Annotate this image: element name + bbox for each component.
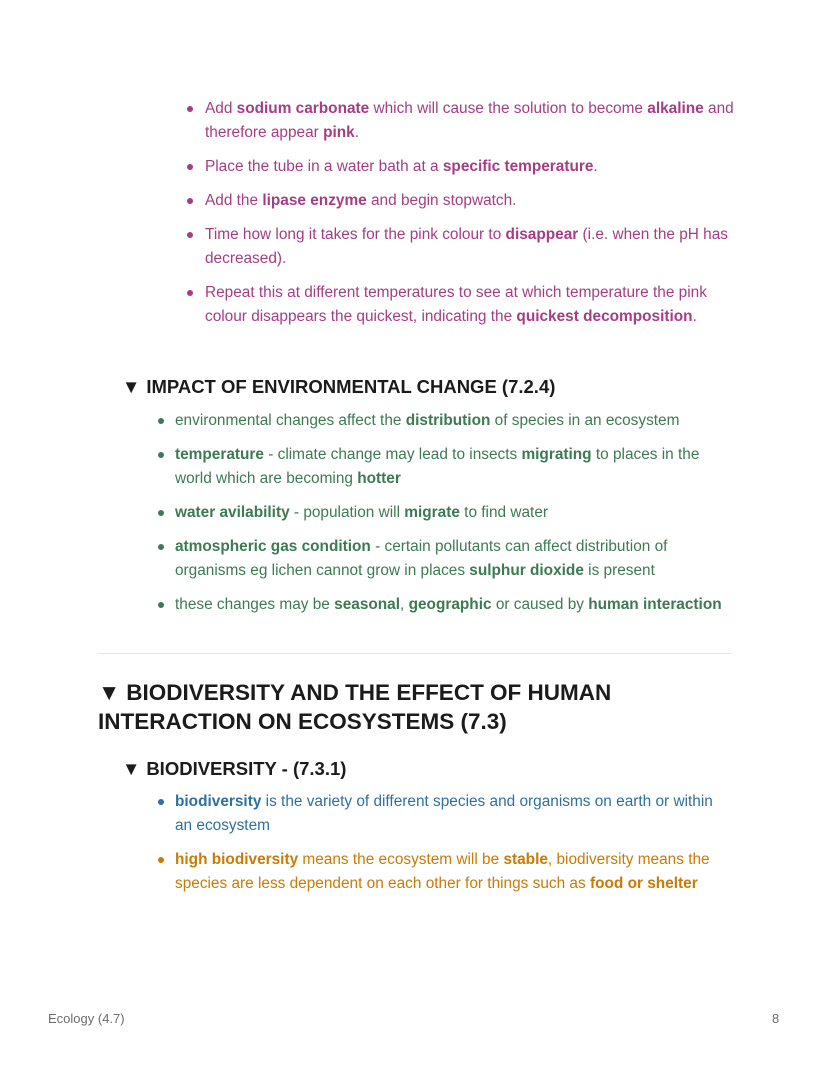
biodiversity-stability-item: high biodiversity means the ecosystem will be stable, biodiversity means the species are less dependent on each other for things such as food or shelter — [175, 848, 720, 896]
protocol-step: Place the tube in a water bath at a specific temperature. — [205, 155, 745, 179]
emphasis-term: temperature — [175, 446, 264, 463]
emphasis-term: pink — [323, 124, 355, 141]
footer-document-title: Ecology (4.7) — [48, 1011, 125, 1026]
emphasis-term: distribution — [405, 412, 491, 429]
biodiversity-definition-list — [175, 790, 715, 848]
environmental-change-heading-text: IMPACT OF ENVIRONMENTAL CHANGE (7.2.4) — [146, 376, 556, 397]
biodiversity-definition-item: biodiversity is the variety of different species and organisms on earth or within an ecosystem — [175, 790, 715, 838]
emphasis-term: hotter — [357, 470, 401, 487]
emphasis-term: disappear — [505, 226, 579, 243]
protocol-step: Time how long it takes for the pink colour to disappear (i.e. when the pH has decreased). — [205, 223, 745, 271]
emphasis-term: alkaline — [647, 100, 704, 117]
environmental-change-list — [175, 409, 735, 627]
biodiversity-section-heading[interactable] — [98, 678, 738, 736]
emphasis-term: human interaction — [588, 596, 722, 613]
biodiversity-stability-list — [175, 848, 720, 906]
section-divider — [98, 653, 732, 654]
environmental-change-heading[interactable] — [122, 375, 555, 399]
emphasis-term: high biodiversity — [175, 851, 299, 868]
protocol-step: Repeat this at different temperatures to see at which temperature the pink colour disappears the quickest, indicating the quickest decomposition. — [205, 281, 745, 329]
environmental-change-item: atmospheric gas condition - certain pollutants can affect distribution of organisms eg lichen cannot grow in places sulphur dioxide is present — [175, 535, 735, 583]
protocol-step: Add the lipase enzyme and begin stopwatch. — [205, 189, 745, 213]
environmental-change-item: environmental changes affect the distribution of species in an ecosystem — [175, 409, 735, 433]
biodiversity-section-heading-text: BIODIVERSITY AND THE EFFECT OF HUMAN INTERACTION ON ECOSYSTEMS (7.3) — [98, 680, 612, 734]
emphasis-term: food or shelter — [589, 875, 698, 892]
environmental-change-item: water avilability - population will migrate to find water — [175, 501, 735, 525]
triangle-down-icon[interactable]: ▼ — [98, 680, 121, 705]
biodiversity-subheading[interactable] — [122, 757, 346, 781]
emphasis-term: water avilability — [175, 504, 290, 521]
triangle-down-icon[interactable]: ▼ — [122, 758, 141, 779]
emphasis-term: sodium carbonate — [236, 100, 370, 117]
environmental-change-item: temperature - climate change may lead to insects migrating to places in the world which are becoming hotter — [175, 443, 735, 491]
emphasis-term: lipase enzyme — [262, 192, 367, 209]
emphasis-term: atmospheric gas condition — [175, 538, 371, 555]
emphasis-term: sulphur dioxide — [469, 562, 584, 579]
protocol-steps-list — [205, 97, 745, 339]
emphasis-term: stable — [503, 851, 548, 868]
emphasis-term: quickest decomposition — [516, 308, 693, 325]
emphasis-term: migrating — [521, 446, 592, 463]
environmental-change-item: these changes may be seasonal, geographic or caused by human interaction — [175, 593, 735, 617]
triangle-down-icon[interactable]: ▼ — [122, 376, 141, 397]
protocol-step: Add sodium carbonate which will cause the solution to become alkaline and therefore appear pink. — [205, 97, 745, 145]
emphasis-term: migrate — [404, 504, 460, 521]
emphasis-term: seasonal — [334, 596, 401, 613]
emphasis-term: geographic — [408, 596, 492, 613]
footer-page-number: 8 — [772, 1011, 780, 1026]
emphasis-term: specific temperature — [442, 158, 594, 175]
emphasis-term: biodiversity — [175, 793, 262, 810]
biodiversity-subheading-text: BIODIVERSITY - (7.3.1) — [146, 758, 347, 779]
